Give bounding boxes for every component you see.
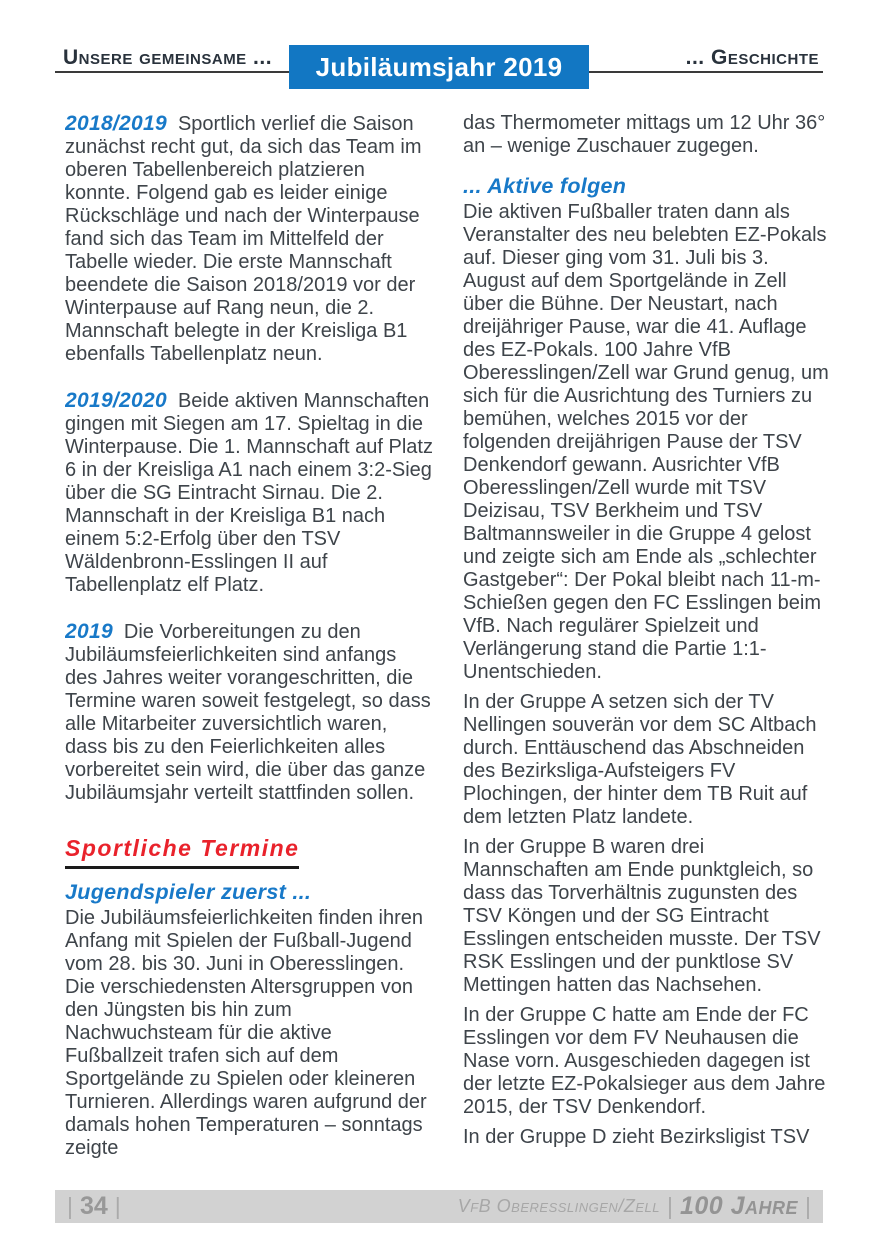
paragraph-thermometer: das Thermometer mittags um 12 Uhr 36° an – wenige Zuschauer zugegen. — [463, 112, 826, 157]
paragraph-text: Die Vorbereitungen zu den Jubiläumsfeierlichkeiten sind anfangs des Jahres weiter vorangeschritten, die Termine waren soweit festgelegt, so dass alle Mitarbeiter zuversichtlich waren, dass bis zu den Feierlichkeiten alles vorbereitet sein wird, die über das ganze Jubiläumsjahr verteilt stattfinden sollen. — [65, 621, 431, 804]
paragraph-gruppe-a: In der Gruppe A setzen sich der TV Nellingen souverän vor dem SC Altbach durch. Enttäuschend das Abschneiden des Bezirksliga-Aufsteigers FV Plochingen, der hinter dem TB Ruit auf dem letzten Platz landete. — [463, 691, 817, 828]
lead-year-2018-2019: 2018/2019 — [65, 112, 167, 135]
paragraph-gruppe-c: In der Gruppe C hatte am Ende der FC Esslingen vor dem FV Neuhausen die Nase vorn. Ausgeschieden dagegen ist der letzte EZ-Pokalsieger aus dem Jahre 2015, der TSV Denkendorf. — [463, 1004, 826, 1118]
sub-heading-aktive-folgen: ... Aktive folgen — [463, 174, 627, 198]
paragraph-2019 — [65, 620, 433, 805]
two-column-content — [65, 112, 831, 1180]
footer-club-name: VfB Oberesslingen/Zell — [457, 1196, 660, 1216]
header-left-title: Unsere gemeinsame ... — [63, 46, 273, 69]
paragraph-jugend: Die Jubiläumsfeierlichkeiten finden ihren Anfang mit Spielen der Fußball-Jugend vom 28. bis 30. Juni in Oberesslingen. Die verschiedensten Altersgruppen von den Jüngsten bis hin zum Nachwuchsteam für die aktive Fußballzeit trafen sich auf dem Sportgelände zu Spielen oder kleineren Turnieren. Allerdings waren aufgrund der damals hohen Temperaturen – sonntags zeigte — [65, 907, 427, 1159]
paragraph-text: Beide aktiven Mannschaften gingen mit Siegen am 17. Spieltag in die Winterpause. Die 1. Mannschaft auf Platz 6 in der Kreisliga A1 nach einem 3:2-Sieg über die SG Eintracht Sirnau. Die 2. Mannschaft in der Kreisliga B1 nach einem 5:2-Erfolg über den TSV Wäldenbronn-Esslingen II auf Tabellenplatz elf Platz. — [65, 390, 433, 596]
footer-club-group — [458, 1192, 818, 1221]
left-column — [65, 112, 433, 1180]
paragraph-text: Sportlich verlief die Saison zunächst recht gut, da sich das Team im oberen Tabellenbereich platzieren konnte. Folgend gab es leider einige Rückschläge und nach der Winterpause fand sich das Team im Mittelfeld der Tabelle wieder. Die erste Mannschaft beendete die Saison 2018/2019 vor der Winterpause auf Rang neun, die 2. Mannschaft belegte in der Kreisliga B1 ebenfalls Tabellenplatz neun. — [65, 113, 422, 365]
paragraph-2019-2020 — [65, 389, 433, 597]
section-heading-wrap — [65, 828, 433, 881]
paragraph-aktive: Die aktiven Fußballer traten dann als Veranstalter des neu belebten EZ-Pokals auf. Dieser ging vom 31. Juli bis 3. August auf dem Sportgelände in Zell über die Bühne. Der Neustart, nach dreijähriger Pause, war die 41. Auflage des EZ-Pokals. 100 Jahre VfB Oberesslingen/Zell war Grund genug, um sich für die Ausrichtung des Turniers zu bemühen, welches 2015 vor der folgenden dreijährigen Pause der TSV Denkendorf gewann. Ausrichter VfB Oberesslingen/Zell wurde mit TSV Deizisau, TSV Berkheim und TSV Baltmannsweiler in die Gruppe 4 gelost und zeigte sich am Ende als „schlechter Gastgeber“: Der Pokal bleibt nach 11-m-Schießen gegen den FC Esslingen beim VfB. Nach regulärer Spielzeit und Verlängerung stand die Partie 1:1-Unentschieden. — [463, 201, 829, 683]
jubilee-banner: Jubiläumsjahr 2019 — [289, 45, 589, 89]
footer-separator: | — [114, 1193, 121, 1219]
header-right-title: ... Geschichte — [685, 46, 819, 69]
footer-anniversary: 100 Jahre — [679, 1192, 799, 1220]
sub-heading-jugendspieler: Jugendspieler zuerst ... — [65, 880, 312, 904]
footer-bar — [55, 1190, 823, 1223]
paragraph-gruppe-b: In der Gruppe B waren drei Mannschaften am Ende punktgleich, so dass das Torverhältnis zugunsten des TSV Köngen und der SG Eintracht Esslingen entscheiden musste. Der TSV RSK Esslingen und der punktlose SV Mettingen hatten das Nachsehen. — [463, 836, 821, 996]
footer-separator: | — [67, 1193, 73, 1219]
right-column — [463, 112, 831, 1180]
lead-year-2019: 2019 — [65, 620, 113, 643]
footer-separator: | — [666, 1193, 673, 1219]
paragraph-2018-2019 — [65, 112, 433, 366]
page-header — [55, 45, 823, 89]
page-number: 34 — [79, 1192, 108, 1220]
section-heading-sportliche-termine: Sportliche Termine — [65, 837, 299, 869]
footer-separator: | — [805, 1193, 811, 1219]
lead-year-2019-2020: 2019/2020 — [65, 389, 167, 412]
paragraph-gruppe-d: In der Gruppe D zieht Bezirksligist TSV — [463, 1126, 810, 1148]
footer-page-number-group — [60, 1192, 128, 1221]
